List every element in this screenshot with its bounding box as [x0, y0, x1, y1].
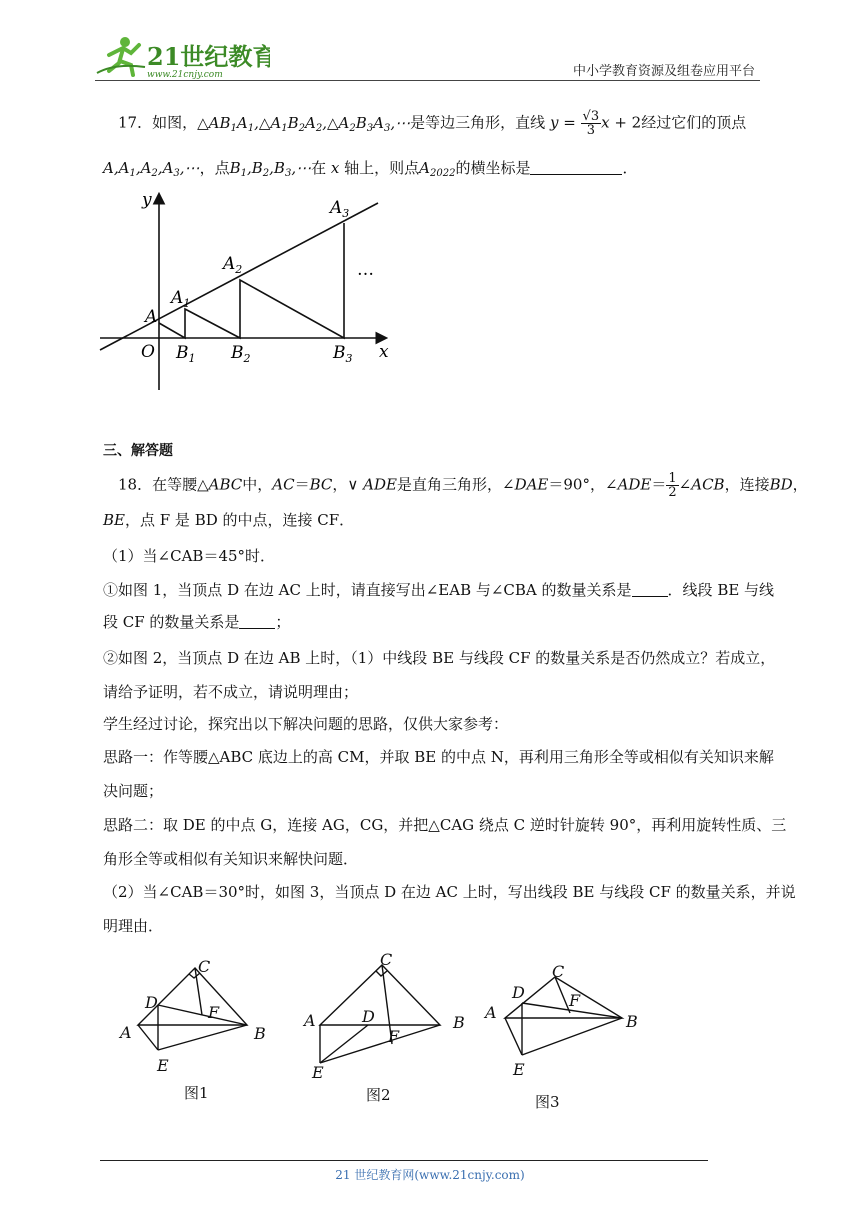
ellipsis-label: … — [357, 260, 374, 280]
line-y-eq-sqrt3-3x-plus-2 — [100, 203, 378, 350]
logo-url: www.21cnjy.com — [147, 70, 223, 80]
fig3-label-f: F — [569, 991, 581, 1010]
y-label: y — [142, 190, 152, 210]
point-a2-label: $A_2$ — [223, 254, 243, 276]
fraction-one-half: $\frac{1}{2}$ — [668, 471, 677, 500]
fig1-label-b: B — [254, 1024, 266, 1043]
header-divider — [95, 80, 760, 81]
point-a3-label: $A_3$ — [330, 198, 350, 220]
fig2-label-d: D — [362, 1007, 375, 1026]
figure-2 — [320, 965, 440, 1063]
runner-icon — [97, 37, 145, 75]
q18-hint-intro: 学生经过讨论，探究出以下解决问题的思路，仅供大家参考： — [103, 715, 509, 733]
point-b3-label: $B_3$ — [333, 343, 353, 365]
q17-line2: $A,A_1,A_2,A_3,\cdots$，点$B_1,B_2,B_3,\cdots$在 x 轴上，则点$A_{2022}$的横坐标是 ． — [103, 159, 638, 179]
q18-hint1-cont: 决问题； — [103, 782, 164, 800]
q18-part2: （2）当∠CAB＝30°时，如图 3，当顶点 D 在边 AC 上时，写出线段 BE 与线段 CF 的数量关系，并说 — [103, 883, 796, 901]
q17-line1: 17．如图，$\triangle AB_1A_1,\triangle A_1B_2A_2,\triangle A_2B_3A_3,\cdots$是等边三角形，直线 y = $\frac{√3}{3}$ x + 2经过它们的顶点 — [118, 109, 747, 138]
point-a1-label: $A_1$ — [171, 288, 191, 310]
fig1-label-c: C — [198, 957, 211, 976]
x-label: x — [379, 342, 389, 362]
fig1-caption: 图1 — [184, 1084, 209, 1102]
point-b1-label: $B_1$ — [176, 343, 196, 365]
q18-hint1: 思路一：作等腰△ABC 底边上的高 CM，并取 BE 的中点 N，再利用三角形全等或相似有关知识来解 — [103, 748, 774, 766]
fig1-label-e: E — [157, 1056, 169, 1075]
q18-part1-sub2-cont: 请给予证明，若不成立，请说明理由； — [103, 683, 359, 701]
fig3-caption: 图3 — [535, 1093, 560, 1111]
header-platform-name: 中小学教育资源及组卷应用平台 — [572, 64, 755, 79]
fig3-label-d: D — [512, 983, 525, 1002]
q17-figure — [95, 185, 405, 395]
q18-hint2: 思路二：取 DE 的中点 G，连接 AG，CG，并把△CAG 绕点 C 逆时针旋转 90°，再利用旋转性质、三 — [103, 816, 787, 834]
fig3-label-b: B — [626, 1012, 638, 1031]
q18-line2: BE，点 F 是 BD 的中点，连接 CF． — [103, 511, 355, 529]
fig2-label-b: B — [453, 1013, 465, 1032]
fig2-label-e: E — [312, 1063, 324, 1082]
footer-text[interactable]: 21 世纪教育网(www.21cnjy.com) — [335, 1168, 525, 1182]
fig2-caption: 图2 — [366, 1086, 391, 1104]
q18-part1-sub1-cont: 段 CF 的数量关系是 ； — [103, 613, 291, 631]
q17-answer-blank — [530, 160, 622, 175]
section-title: 三、解答题 — [103, 443, 173, 459]
q18-part2-cont: 明理由． — [103, 917, 164, 935]
point-a-label: A — [145, 307, 158, 327]
fig3-label-e: E — [513, 1060, 525, 1079]
point-b2-label: $B_2$ — [231, 343, 251, 365]
site-logo — [95, 33, 270, 81]
q18-part1: （1）当∠CAB＝45°时． — [103, 547, 276, 565]
q18-blank-segment — [239, 614, 275, 629]
fig2-label-f: F — [388, 1027, 400, 1046]
q18-line1: 18．在等腰△ABC中，AC＝BC，∨ ADE是直角三角形，∠DAE＝90°，∠ADE＝ $\frac{1}{2}$ ∠ACB，连接BD， — [118, 471, 808, 500]
fig2-label-c: C — [380, 950, 393, 969]
logo-text: 21世纪教育 — [147, 42, 270, 71]
fraction-sqrt3-over-3: $\frac{√3}{3}$ — [582, 109, 600, 138]
q18-blank-angle — [632, 582, 668, 597]
fig2-label-a: A — [304, 1011, 316, 1030]
equilateral-triangles — [159, 223, 344, 338]
footer-divider — [100, 1160, 708, 1161]
fig1-label-f: F — [208, 1003, 220, 1022]
fig1-label-d: D — [145, 993, 158, 1012]
origin-label: O — [141, 342, 155, 362]
q18-figures — [110, 950, 670, 1120]
q18-hint2-cont: 角形全等或相似有关知识来解快问题． — [103, 850, 359, 868]
fig1-label-a: A — [120, 1023, 132, 1042]
q18-part1-sub1: ①如图 1，当顶点 D 在边 AC 上时，请直接写出∠EAB 与∠CBA 的数量关系是 ．线段 BE 与线 — [103, 581, 775, 599]
q18-part1-sub2: ②如图 2，当顶点 D 在边 AB 上时，（1）中线段 BE 与线段 CF 的数量关系是否仍然成立？若成立， — [103, 649, 776, 667]
fig3-label-c: C — [552, 962, 565, 981]
fig3-label-a: A — [485, 1003, 497, 1022]
